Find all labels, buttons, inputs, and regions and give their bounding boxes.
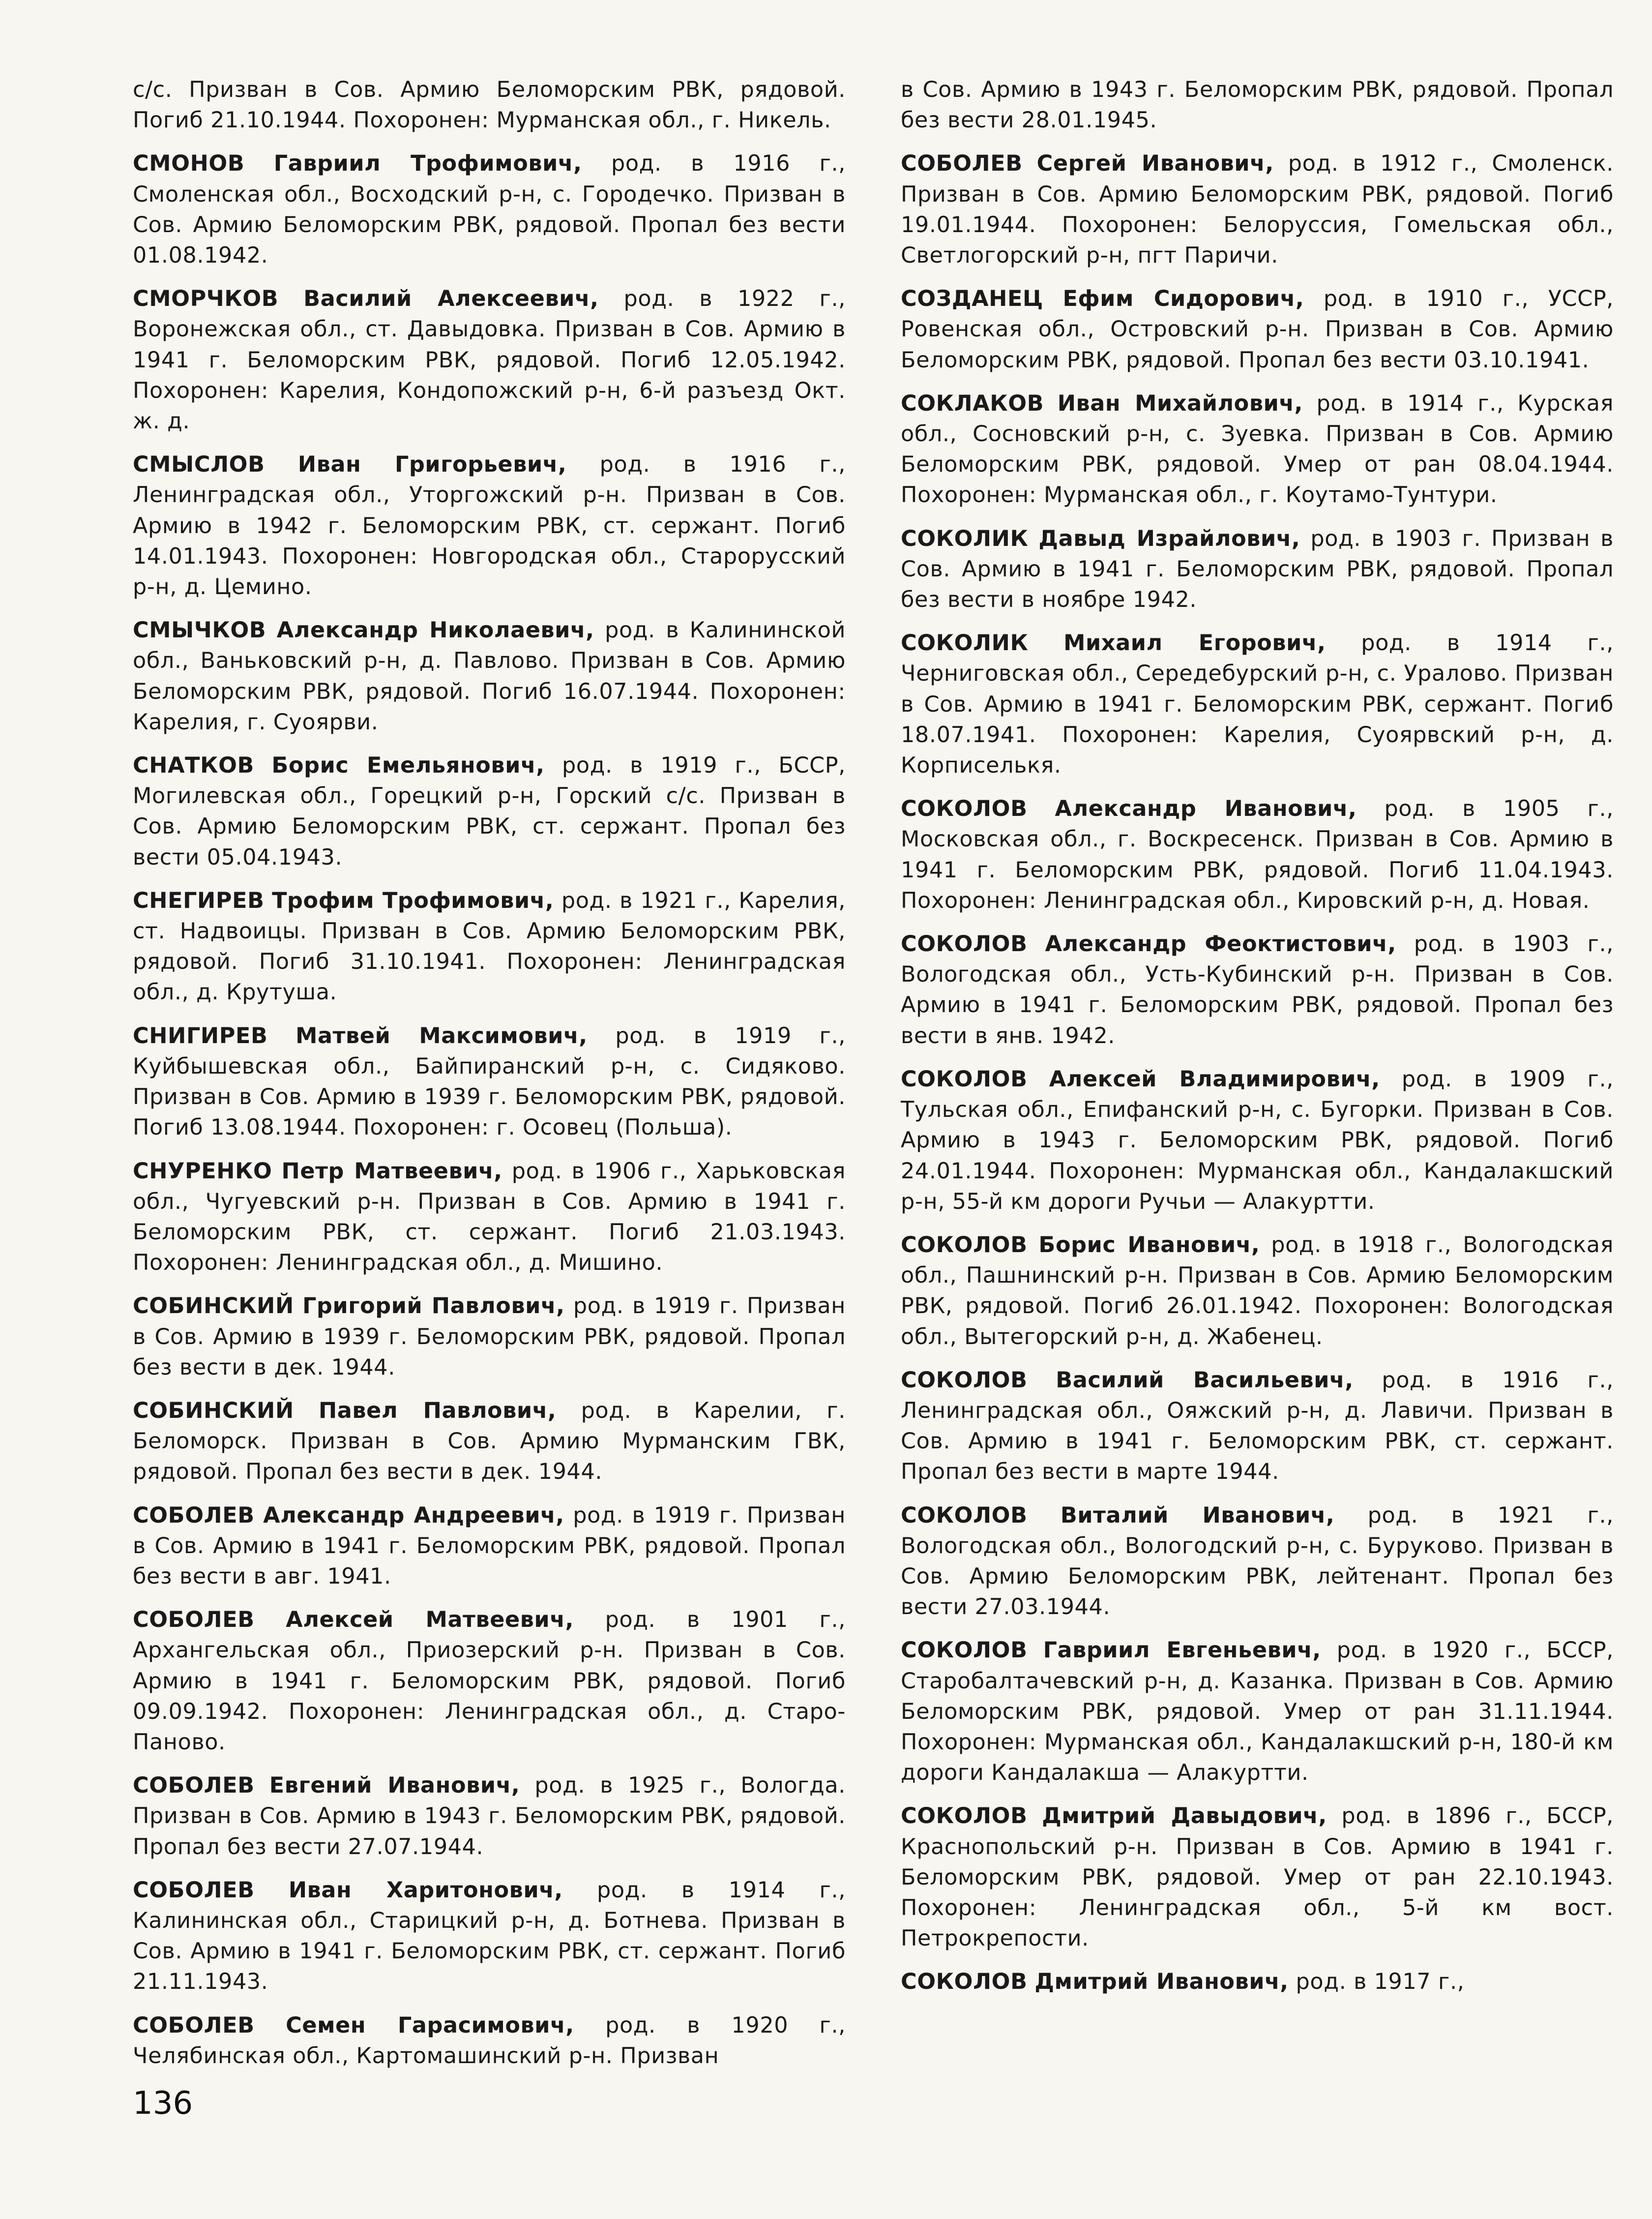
entry-surname: СНУРЕНКО [133, 1158, 272, 1184]
entry-given-name: Василий Алексеевич, [303, 286, 599, 312]
biography-entry [133, 1770, 846, 1862]
entry-text: род. в 1905 г., Московская обл., г. Воскресенск. Призван в Сов. Армию в 1941 г. Беломорским РВК, рядовой. Погиб 11.04.1943. Похоронен: Ленинградская обл., Кировский р-н, д. Новая. [901, 796, 1614, 913]
entry-surname: СОБОЛЕВ [133, 2012, 255, 2038]
entry-text: род. в 1918 г., Вологодская обл., Пашнинский р-н. Призван в Сов. Армию Беломорским РВК, рядовой. Погиб 26.01.1942. Похоронен: Вологодская обл., Вытегорский р-н, д. Жабенец. [901, 1232, 1614, 1349]
entry-surname: СМОРЧКОВ [133, 286, 279, 312]
biography-entry [133, 1875, 846, 1998]
biography-entry [133, 1291, 846, 1383]
entry-given-name: Павел Павлович, [318, 1398, 557, 1423]
entry-given-name: Гавриил Евгеньевич, [1043, 1638, 1321, 1663]
entry-text: род. в 1919 г., Куйбышевская обл., Байпиранский р-н, с. Сидяково. Призван в Сов. Армию в 1939 г. Беломорским РВК, рядовой. Погиб 13.08.1944. Похоронен: г. Осовец (Польша). [133, 1023, 846, 1140]
entry-surname: СНИГИРЕВ [133, 1023, 268, 1049]
biography-entry [901, 1230, 1614, 1352]
entry-given-name: Ефим Сидорович, [1062, 286, 1304, 312]
entry-given-name: Сергей Иванович, [1036, 151, 1274, 177]
biography-entry [133, 1396, 846, 1488]
entry-text: род. в 1896 г., БССР, Краснопольский р-н. Призван в Сов. Армию в 1941 г. Беломорским РВК, рядовой. Умер от ран 22.10.1943. Похоронен: Ленинградская обл., 5-й км вост. Петрокрепости. [901, 1803, 1614, 1951]
biography-entry [901, 1064, 1614, 1217]
biography-entry [901, 929, 1614, 1051]
entry-given-name: Михаил Егорович, [1063, 630, 1326, 656]
biography-entry [133, 75, 846, 136]
entry-text: род. в 1920 г., БССР, Старобалтачевский р-н, д. Казанка. Призван в Сов. Армию Беломорским РВК, рядовой. Умер от ран 31.11.1944. Похоронен: Мурманская обл., Кандалакшский р-н, 180-й км дороги Кандалакша — Алакуртти. [901, 1638, 1614, 1786]
entry-text: род. в 1914 г., Курская обл., Сосновский р-н, с. Зуевка. Призван в Сов. Армию Беломорским РВК, рядовой. Умер от ран 08.04.1944. Похоронен: Мурманская обл., г. Коутамо-Тунтури. [901, 390, 1614, 508]
entry-given-name: Давыд Израйлович, [1038, 526, 1300, 551]
entry-text: род. в 1925 г., Вологда. Призван в Сов. Армию в 1943 г. Беломорским РВК, рядовой. Пропал без вести 27.07.1944. [133, 1773, 846, 1859]
entry-surname: СОКОЛОВ [901, 1803, 1028, 1829]
biography-entry [901, 1500, 1614, 1623]
entry-given-name: Григорий Павлович, [302, 1293, 565, 1319]
entry-surname: СОБОЛЕВ [133, 1877, 255, 1903]
entry-surname: СОБИНСКИЙ [133, 1293, 294, 1319]
entry-given-name: Дмитрий Иванович, [1034, 1969, 1289, 1995]
entry-text: род. в 1921 г., Вологодская обл., Вологодский р-н, с. Буруково. Призван в Сов. Армию Беломорским РВК, лейтенант. Пропал без вести 27.03.1944. [901, 1502, 1614, 1620]
entry-surname: СМОНОВ [133, 151, 245, 177]
entry-text: в Сов. Армию в 1943 г. Беломорским РВК, рядовой. Пропал без вести 28.01.1945. [901, 77, 1614, 133]
entry-surname: СОКОЛОВ [901, 1969, 1028, 1995]
biography-entry [901, 628, 1614, 781]
entry-text: род. в 1910 г., УССР, Ровенская обл., Островский р-н. Призван в Сов. Армию Беломорским РВК, рядовой. Пропал без вести 03.10.1941. [901, 286, 1614, 373]
entry-text: род. в 1922 г., Воронежская обл., ст. Давыдовка. Призван в Сов. Армию в 1941 г. Беломорским РВК, рядовой. Погиб 12.05.1942. Похоронен: Карелия, Кондопожский р-н, 6-й разъезд Окт. ж. д. [133, 286, 846, 434]
entry-given-name: Алексей Матвеевич, [286, 1607, 574, 1633]
entry-text: род. в Калининской обл., Ваньковский р-н, д. Павлово. Призван в Сов. Армию Беломорским РВК, рядовой. Погиб 16.07.1944. Похоронен: Карелия, г. Суоярви. [133, 618, 846, 735]
entry-given-name: Трофим Трофимович, [272, 888, 554, 913]
entry-given-name: Василий Васильевич, [1056, 1367, 1354, 1393]
entry-surname: СМЫСЛОВ [133, 452, 265, 478]
biography-entry [133, 750, 846, 873]
entry-surname: СНЕГИРЕВ [133, 888, 265, 913]
entry-surname: СОБОЛЕВ [133, 1607, 255, 1633]
entry-surname: СОКОЛОВ [901, 1232, 1028, 1258]
biography-entry [133, 2010, 846, 2071]
entry-given-name: Иван Григорьевич, [297, 452, 567, 478]
entry-text: род. в 1917 г., [1288, 1969, 1465, 1995]
entry-text: род. в 1916 г., Смоленская обл., Восходский р-н, с. Городечко. Призван в Сов. Армию Беломорским РВК, рядовой. Пропал без вести 01.08.1942. [133, 151, 846, 269]
biography-entry [901, 284, 1614, 376]
page-number: 136 [133, 2085, 193, 2122]
biography-entry [133, 149, 846, 271]
biography-entry [901, 149, 1614, 271]
entry-text: род. в 1916 г., Ленинградская обл., Уторгожский р-н. Призван в Сов. Армию в 1942 г. Беломорским РВК, ст. сержант. Погиб 14.01.1943. Похоронен: Новгородская обл., Старорусский р-н, д. Цемино. [133, 452, 846, 600]
entry-given-name: Борис Емельянович, [271, 753, 545, 779]
entry-given-name: Матвей Максимович, [295, 1023, 588, 1049]
biography-entry [133, 450, 846, 602]
entry-given-name: Александр Феоктистович, [1045, 931, 1396, 957]
entry-text: с/с. Призван в Сов. Армию Беломорским РВК, рядовой. Погиб 21.10.1944. Похоронен: Мурманская обл., г. Никель. [133, 77, 846, 133]
biography-entry [901, 1801, 1614, 1954]
biography-entry [133, 1500, 846, 1592]
biography-entry [133, 1021, 846, 1143]
biography-entry [133, 615, 846, 738]
biography-entry [901, 1967, 1614, 1997]
biography-entry [901, 794, 1614, 916]
entry-text: род. в 1920 г., Челябинская обл., Картомашинский р-н. Призван [133, 2012, 846, 2069]
biography-entry [901, 1365, 1614, 1488]
entry-given-name: Гавриил Трофимович, [273, 151, 582, 177]
entry-surname: СМЫЧКОВ [133, 618, 266, 643]
entry-surname: СОКОЛОВ [901, 1367, 1028, 1393]
entry-given-name: Александр Андреевич, [263, 1502, 564, 1528]
right-column [901, 75, 1614, 2010]
entry-surname: СОКОЛИК [901, 526, 1029, 551]
entry-surname: СОКОЛИК [901, 630, 1029, 656]
entry-surname: СОКОЛОВ [901, 1638, 1028, 1663]
biography-entry [901, 75, 1614, 136]
entry-text: род. в Карелии, г. Беломорск. Призван в Сов. Армию Мурманским ГВК, рядовой. Пропал без вести в дек. 1944. [133, 1398, 846, 1485]
entry-given-name: Борис Иванович, [1038, 1232, 1260, 1258]
biography-entry [901, 1635, 1614, 1788]
entry-given-name: Иван Михайлович, [1057, 390, 1303, 416]
entry-surname: СОКОЛОВ [901, 931, 1028, 957]
biography-entry [901, 389, 1614, 511]
entry-given-name: Алексей Владимирович, [1049, 1066, 1380, 1092]
entry-text: род. в 1914 г., Черниговская обл., Середебурский р-н, с. Уралово. Призван в Сов. Армию в 1941 г. Беломорским РВК, сержант. Погиб 18.07.1941. Похоронен: Карелия, Суоярвский р-н, д. Корписелькя. [901, 630, 1614, 779]
entry-surname: СОЗДАНЕЦ [901, 286, 1043, 312]
entry-text: род. в 1912 г., Смоленск. Призван в Сов. Армию Беломорским РВК, рядовой. Погиб 19.01.1944. Похоронен: Белоруссия, Гомельская обл., Светлогорский р-н, пгт Паричи. [901, 151, 1614, 269]
entry-surname: СОКОЛОВ [901, 1066, 1028, 1092]
entry-given-name: Александр Иванович, [1055, 796, 1357, 822]
entry-text: род. в 1916 г., Ленинградская обл., Ояжский р-н, д. Лавичи. Призван в Сов. Армию в 1941 г. Беломорским РВК, ст. сержант. Пропал без вести в марте 1944. [901, 1367, 1614, 1485]
entry-text: род. в 1914 г., Калининская обл., Старицкий р-н, д. Ботнева. Призван в Сов. Армию в 1941 г. Беломорским РВК, ст. сержант. Погиб 21.11.1943. [133, 1877, 846, 1995]
biography-entry [901, 524, 1614, 616]
biography-entry [133, 1605, 846, 1758]
entry-text: род. в 1919 г., БССР, Могилевская обл., Горецкий р-н, Горский с/с. Призван в Сов. Армию Беломорским РВК, ст. сержант. Пропал без вести 05.04.1943. [133, 753, 846, 870]
entry-text: род. в 1903 г., Вологодская обл., Усть-Кубинский р-н. Призван в Сов. Армию в 1941 г. Беломорским РВК, рядовой. Пропал без вести в янв. 1942. [901, 931, 1614, 1049]
biography-entry [133, 284, 846, 437]
entry-surname: СОКОЛОВ [901, 796, 1028, 822]
entry-given-name: Иван Харитонович, [288, 1877, 563, 1903]
entry-given-name: Дмитрий Давыдович, [1042, 1803, 1327, 1829]
entry-text: род. в 1919 г. Призван в Сов. Армию в 1941 г. Беломорским РВК, рядовой. Пропал без вести в авг. 1941. [133, 1502, 846, 1589]
entry-given-name: Виталий Иванович, [1060, 1502, 1335, 1528]
entry-text: род. в 1909 г., Тульская обл., Епифанский р-н, с. Бугорки. Призван в Сов. Армию в 1943 г. Беломорским РВК, рядовой. Погиб 24.01.1944. Похоронен: Мурманская обл., Кандалакшский р-н, 55-й км дороги Ручьи — Алакуртти. [901, 1066, 1614, 1214]
entry-given-name: Александр Николаевич, [276, 618, 594, 643]
biography-entry [133, 886, 846, 1008]
entry-surname: СОБОЛЕВ [133, 1502, 255, 1528]
entry-surname: СОБОЛЕВ [901, 151, 1023, 177]
entry-text: род. в 1906 г., Харьковская обл., Чугуевский р-н. Призван в Сов. Армию в 1941 г. Беломорским РВК, ст. сержант. Погиб 21.03.1943. Похоронен: Ленинградская обл., д. Мишино. [133, 1158, 846, 1276]
left-column [133, 75, 846, 2084]
entry-given-name: Семен Гарасимович, [286, 2012, 574, 2038]
entry-text: род. в 1901 г., Архангельская обл., Приозерский р-н. Призван в Сов. Армию в 1941 г. Беломорским РВК, рядовой. Погиб 09.09.1942. Похоронен: Ленинградская обл., д. Старо-Паново. [133, 1607, 846, 1755]
entry-given-name: Евгений Иванович, [269, 1773, 520, 1799]
entry-surname: СОБИНСКИЙ [133, 1398, 294, 1423]
entry-text: род. в 1921 г., Карелия, ст. Надвоицы. Призван в Сов. Армию Беломорским РВК, рядовой. Погиб 31.10.1941. Похоронен: Ленинградская обл., д. Крутуша. [133, 888, 846, 1005]
entry-surname: СНАТКОВ [133, 753, 255, 779]
entry-given-name: Петр Матвеевич, [281, 1158, 502, 1184]
entry-surname: СОКЛАКОВ [901, 390, 1044, 416]
biography-entry [133, 1156, 846, 1279]
entry-surname: СОБОЛЕВ [133, 1773, 255, 1799]
entry-text: род. в 1919 г. Призван в Сов. Армию в 1939 г. Беломорским РВК, рядовой. Пропал без вести в дек. 1944. [133, 1293, 846, 1380]
entry-text: род. в 1903 г. Призван в Сов. Армию в 1941 г. Беломорским РВК, рядовой. Пропал без вести в ноябре 1942. [901, 526, 1614, 613]
entry-surname: СОКОЛОВ [901, 1502, 1028, 1528]
